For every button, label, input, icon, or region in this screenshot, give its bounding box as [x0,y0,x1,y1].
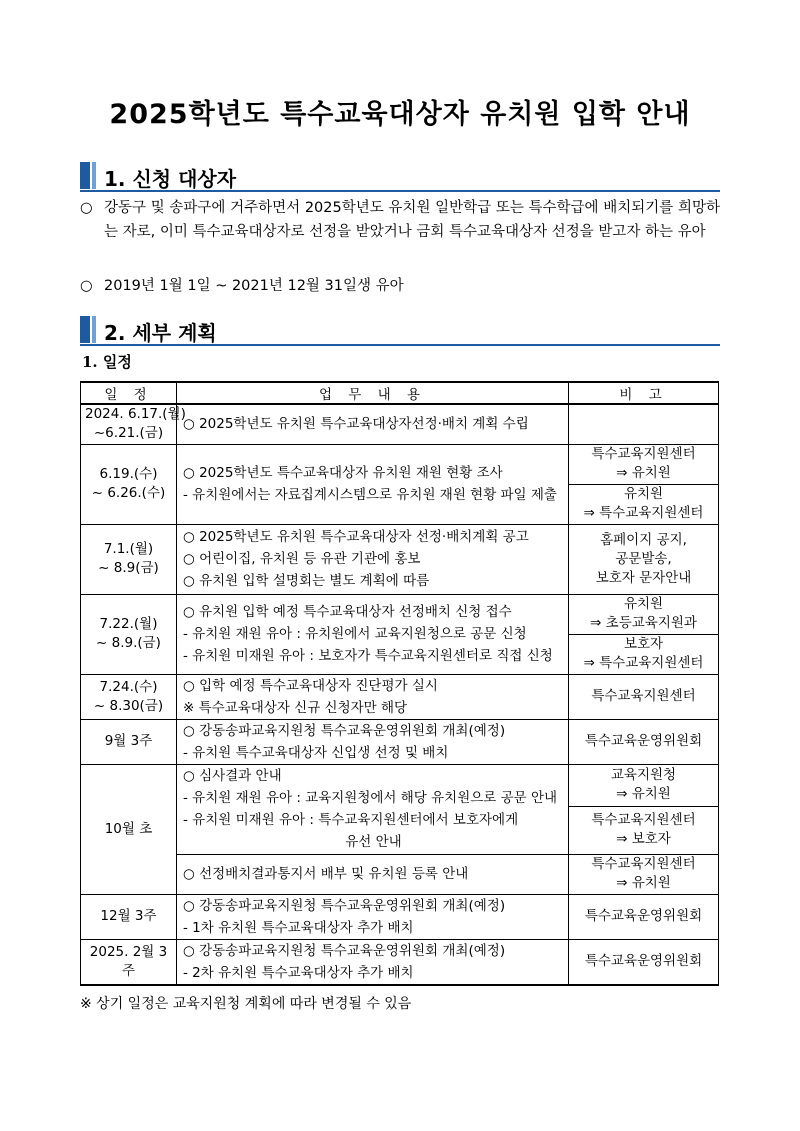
schedule-subtitle: 1. 일정 [82,353,132,371]
heading-bar-accent [92,316,96,343]
header-content: 업 무 내 용 [177,382,569,404]
table-row: 유치원 ⇒ 특수교육지원센터 [81,484,719,524]
page-title: 2025학년도 특수교육대상자 유치원 입학 안내 [109,99,691,130]
table-row: 12월 3주 ○ 강동송파교육지원청 특수교육운영위원회 개최(예정) - 1차 유치원 특수교육대상자 추가 배치 특수교육운영위원회 [81,894,719,939]
table-row: 2024. 6.17.(월) ~6.21.(금) ○ 2025학년도 유치원 특수교육대상자선정·배치 계획 수립 [81,404,719,444]
footnote: ※ 상기 일정은 교육지원청 계획에 따라 변경될 수 있음 [80,996,412,1012]
target-item-1: ○ 강동구 및 송파구에 거주하면서 2025학년도 유치원 일반학급 또는 특수학급에 배치되기를 희망하는 자로, 이미 특수교육대상자로 선정을 받았거나 금회 특수교육대상자 선정을 받고자 하는 유아 [80,200,720,240]
table-row: 7.24.(수) ~ 8.30(금) ○ 입학 예정 특수교육대상자 진단평가 실시 ※ 특수교육대상자 신규 신청자만 해당 특수교육지원센터 [81,674,719,719]
header-date: 일 정 [81,382,177,404]
table-row: 7.22.(월) ~ 8.9.(금) ○ 유치원 입학 예정 특수교육대상자 선정배치 신청 접수 - 유치원 재원 유아 : 유치원에서 교육지원청으로 공문 신청 - 유치원 미재원 유아 : 보호자가 특수교육지원센터로 직접 신청 유치원 ⇒ 초등교육지원과 [81,594,719,634]
header-note: 비 고 [569,382,719,404]
target-item-2: ○ 2019년 1월 1일 ~ 2021년 12월 31일생 유아 [80,278,404,294]
section-heading-2: 2. 세부 계획 [80,314,720,346]
table-row: ○ 선정배치결과통지서 배부 및 유치원 등록 안내 특수교육지원센터 ⇒ 유치원 [81,854,719,894]
table-row: 특수교육지원센터 ⇒ 보호자 [81,806,719,854]
table-row: 6.19.(수) ~ 6.26.(수) ○ 2025학년도 특수교육대상자 유치원 재원 현황 조사 - 유치원에서는 자료집계시스템으로 유치원 재원 현황 파일 제출 특수교육지원센터 ⇒ 유치원 [81,444,719,484]
table-row: 10월 초 ○ 심사결과 안내 - 유치원 재원 유아 : 교육지원청에서 해당 유치원으로 공문 안내 - 유치원 미재원 유아 : 특수교육지원센터에서 보호자에게 유선 안내 교육지원청 ⇒ 유치원 [81,764,719,806]
heading-bar-accent [92,162,96,189]
table-header-row [81,382,719,404]
schedule-table [80,381,719,986]
heading-bar [80,316,90,343]
section-heading-1: 1. 신청 대상자 [80,160,720,192]
table-row: 7.1.(월) ~ 8.9(금) ○ 2025학년도 유치원 특수교육대상자 선정·배치계획 공고 ○ 어린이집, 유치원 등 유관 기관에 홍보 ○ 유치원 입학 설명회는 별도 계획에 따름 홈페이지 공지, 공문발송, 보호자 문자안내 [81,524,719,594]
table-row: 보호자 ⇒ 특수교육지원센터 [81,634,719,674]
table-row: 9월 3주 ○ 강동송파교육지원청 특수교육운영위원회 개최(예정) - 유치원 특수교육대상자 신입생 선정 및 배치 특수교육운영위원회 [81,719,719,764]
heading-bar [80,162,90,189]
table-row: 2025. 2월 3주 ○ 강동송파교육지원청 특수교육운영위원회 개최(예정) - 2차 유치원 특수교육대상자 추가 배치 특수교육운영위원회 [81,939,719,985]
